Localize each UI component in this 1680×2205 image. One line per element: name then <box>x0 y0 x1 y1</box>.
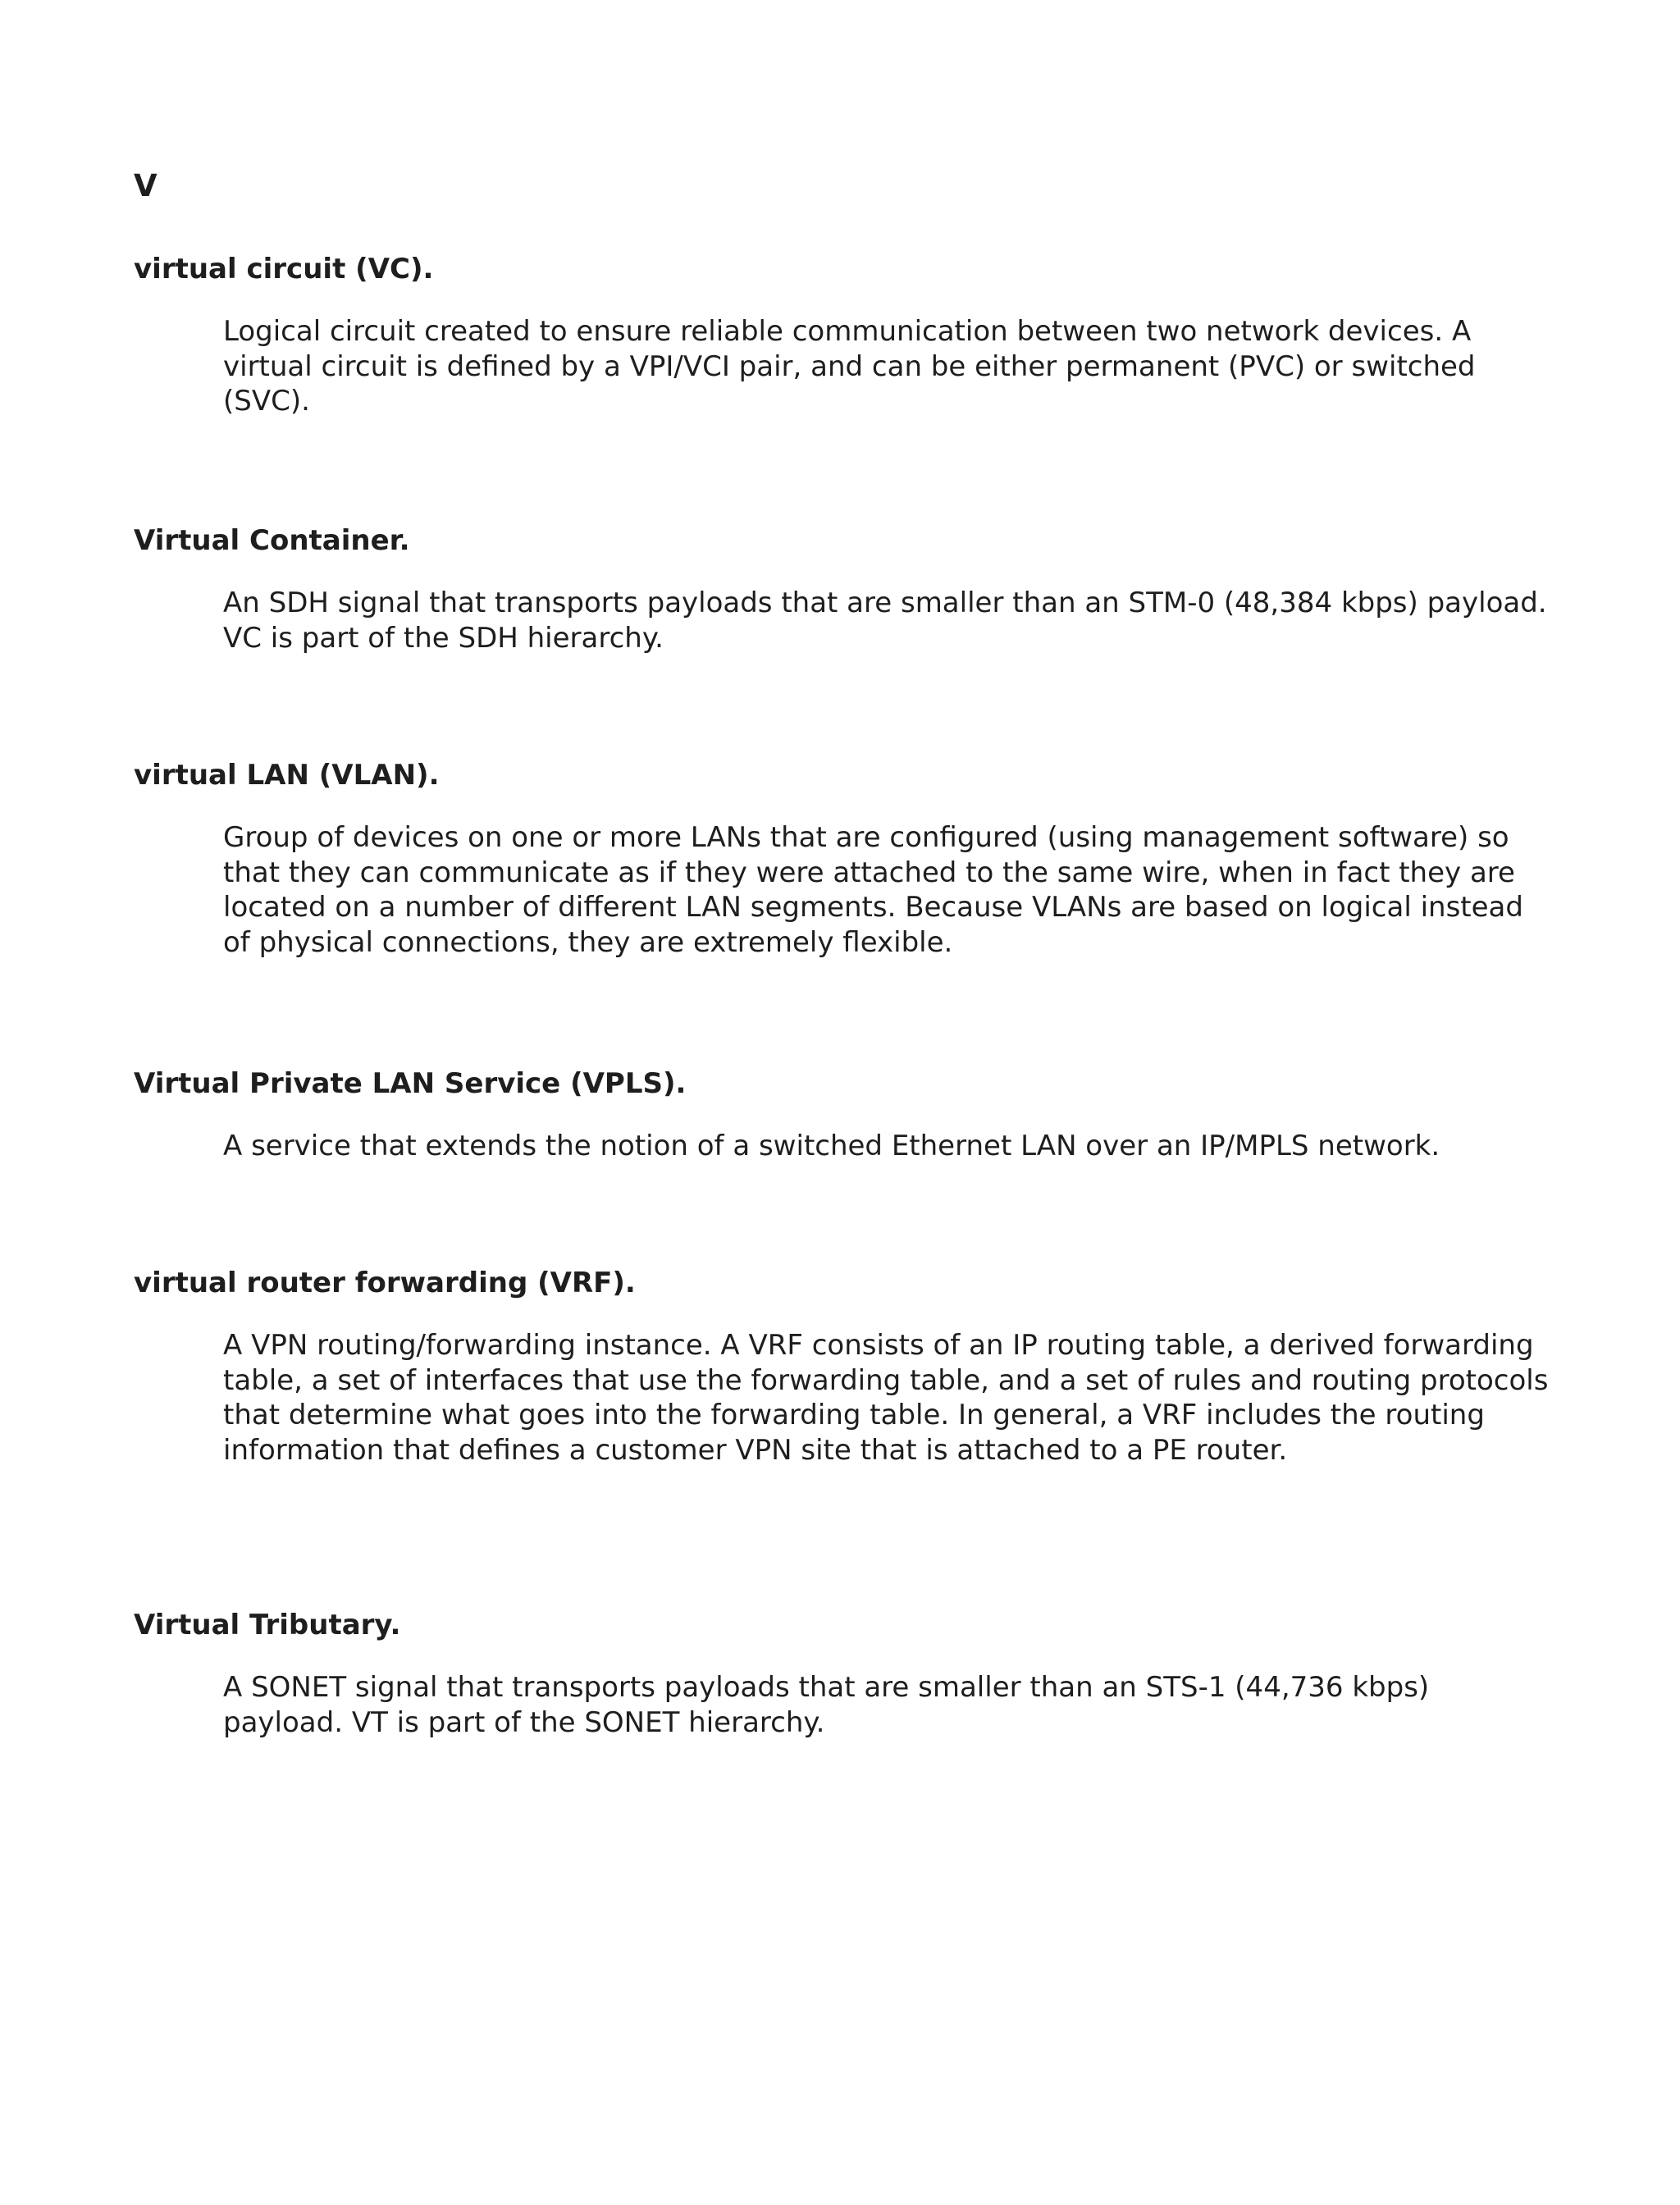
glossary-entry-virtual-container <box>134 523 1577 655</box>
glossary-definition: Logical circuit created to ensure reliable communication between two network devices. A virtual circuit is defined by a VPI/VCI pair, and can be either permanent (PVC) or switched (SVC). <box>223 315 1476 418</box>
glossary-term: virtual router forwarding (VRF). <box>134 1267 636 1299</box>
glossary-definition: Group of devices on one or more LANs that are configured (using management software) so that they can communicate as if they were attached to the same wire, when in fact they are located on a number of different LAN segments. Because VLANs are based on logical instead of physical connections, they are extremely flexible. <box>223 821 1523 959</box>
glossary-term: Virtual Tributary. <box>134 1609 401 1641</box>
glossary-term: Virtual Container. <box>134 524 410 557</box>
glossary-definition: A service that extends the notion of a switched Ethernet LAN over an IP/MPLS network. <box>223 1130 1440 1162</box>
glossary-entry-virtual-circuit <box>134 251 1577 419</box>
glossary-definition: A SONET signal that transports payloads that are smaller than an STS-1 (44,736 kbps) payload. VT is part of the SONET hierarchy. <box>223 1671 1430 1739</box>
glossary-definition: A VPN routing/forwarding instance. A VRF consists of an IP routing table, a derived forwarding table, a set of interfaces that use the forwarding table, and a set of rules and routing protocols that determine what goes into the forwarding table. In general, a VRF includes the routing information that defines a customer VPN site that is attached to a PE router. <box>223 1329 1549 1467</box>
glossary-entry-vpls <box>134 1066 1577 1164</box>
section-letter-heading: V <box>134 168 158 203</box>
glossary-entry-virtual-lan <box>134 757 1577 960</box>
glossary-entry-vrf <box>134 1265 1577 1468</box>
glossary-entry-virtual-tributary <box>134 1607 1577 1740</box>
glossary-term: virtual LAN (VLAN). <box>134 759 440 792</box>
glossary-definition: An SDH signal that transports payloads that are smaller than an STM-0 (48,384 kbps) payload. VC is part of the SDH hierarchy. <box>223 587 1547 655</box>
glossary-term: Virtual Private LAN Service (VPLS). <box>134 1067 687 1100</box>
glossary-term: virtual circuit (VC). <box>134 253 434 285</box>
